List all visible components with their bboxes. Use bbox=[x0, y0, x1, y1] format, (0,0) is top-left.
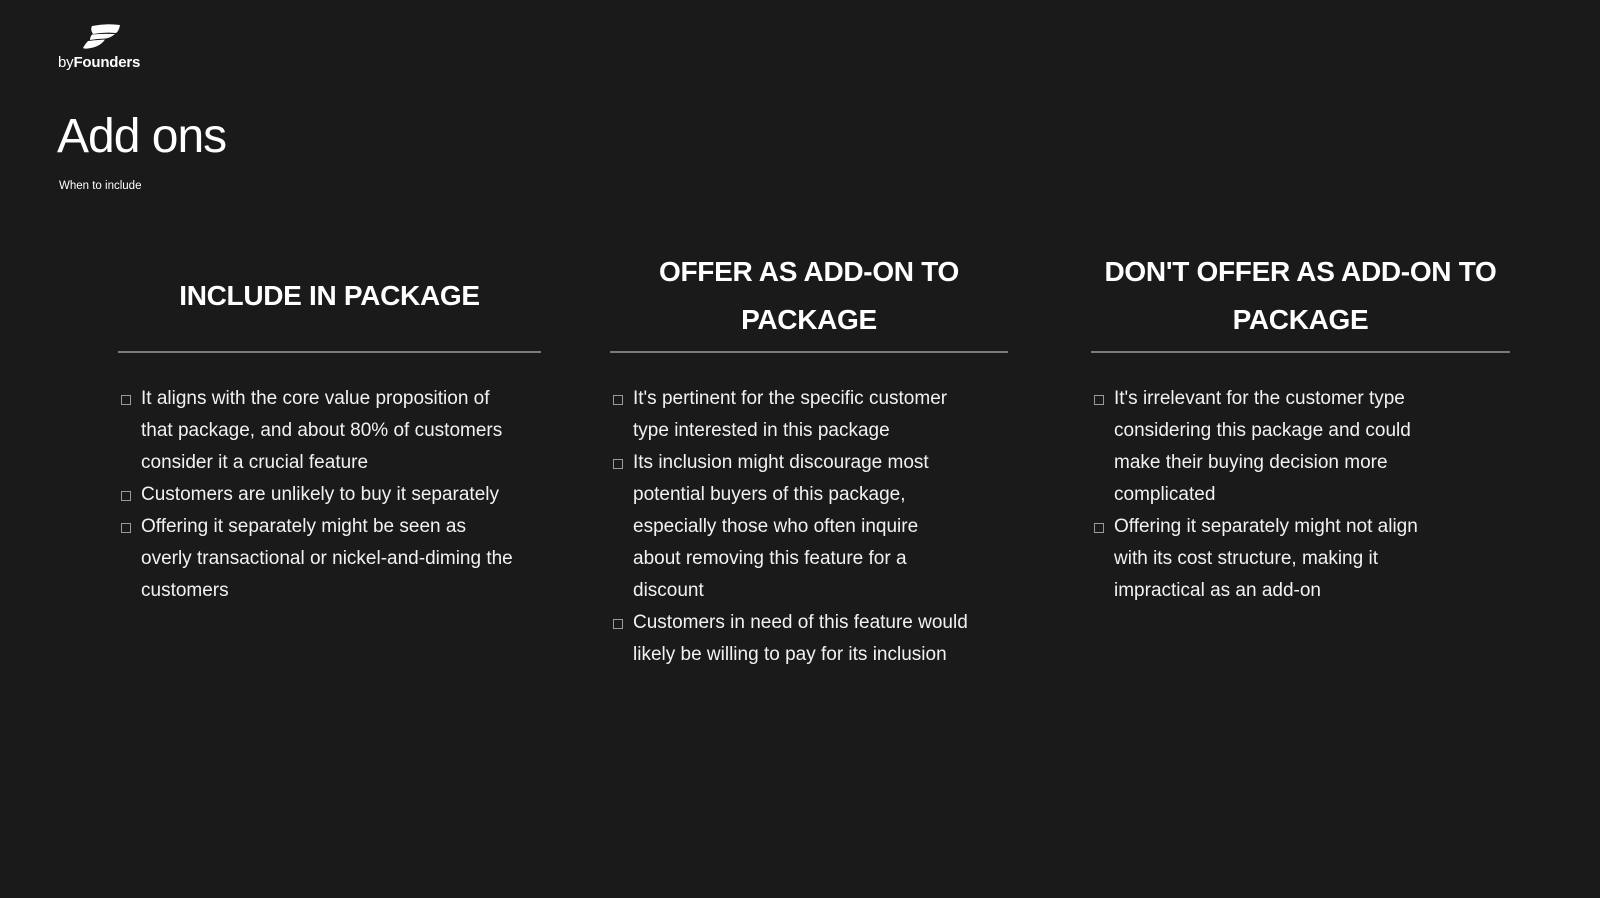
square-bullet-icon bbox=[613, 395, 623, 405]
square-bullet-icon bbox=[121, 523, 131, 533]
list-item bbox=[1091, 383, 1426, 511]
column-heading: INCLUDE IN PACKAGE bbox=[179, 279, 480, 311]
logo-founders: Founders bbox=[73, 54, 141, 71]
bullet-text: It's pertinent for the specific customer type interested in this package bbox=[633, 388, 948, 441]
logo-wordmark bbox=[58, 54, 140, 72]
list-item bbox=[118, 479, 513, 511]
page-title: Add ons bbox=[57, 110, 227, 163]
bullet-list bbox=[1091, 353, 1426, 607]
list-item bbox=[1091, 511, 1426, 607]
list-item bbox=[118, 511, 513, 607]
bullet-text: It's irrelevant for the customer type considering this package and could make their buying decision more complicated bbox=[1114, 388, 1411, 505]
bullet-list bbox=[610, 353, 970, 671]
square-bullet-icon bbox=[121, 491, 131, 501]
square-bullet-icon bbox=[121, 395, 131, 405]
bullet-text: Customers in need of this feature would likely be willing to pay for its inclusion bbox=[633, 612, 968, 665]
bullet-text: It aligns with the core value proposition of that package, and about 80% of customers consider it a crucial feature bbox=[141, 388, 503, 473]
column-include-in-package bbox=[118, 240, 541, 607]
column-heading: DON'T OFFER AS ADD-ON TO PACKAGE bbox=[1104, 255, 1497, 335]
bullet-text: Customers are unlikely to buy it separately bbox=[141, 484, 499, 505]
square-bullet-icon bbox=[1094, 395, 1104, 405]
square-bullet-icon bbox=[613, 459, 623, 469]
list-item bbox=[610, 447, 970, 607]
bullet-text: Offering it separately might be seen as overly transactional or nickel-and-diming the customers bbox=[141, 516, 513, 601]
list-item bbox=[610, 383, 970, 447]
leaf-stripes-logo-icon bbox=[82, 24, 122, 50]
column-header bbox=[118, 240, 541, 353]
column-header bbox=[610, 240, 1008, 353]
column-header bbox=[1091, 240, 1510, 353]
column-heading: OFFER AS ADD-ON TO PACKAGE bbox=[658, 255, 959, 335]
column-dont-offer-as-add-on bbox=[1091, 240, 1510, 607]
list-item bbox=[610, 607, 970, 671]
square-bullet-icon bbox=[613, 619, 623, 629]
square-bullet-icon bbox=[1094, 523, 1104, 533]
column-offer-as-add-on bbox=[610, 240, 1008, 671]
list-item bbox=[118, 383, 513, 479]
byfounders-logo bbox=[58, 24, 168, 76]
bullet-text: Its inclusion might discourage most potential buyers of this package, especially those who often inquire about removing this feature for a discount bbox=[633, 452, 929, 601]
logo-by: by bbox=[58, 54, 74, 71]
bullet-list bbox=[118, 353, 513, 607]
bullet-text: Offering it separately might not align with its cost structure, making it impractical as an add-on bbox=[1114, 516, 1418, 601]
page-subtitle: When to include bbox=[59, 180, 142, 192]
